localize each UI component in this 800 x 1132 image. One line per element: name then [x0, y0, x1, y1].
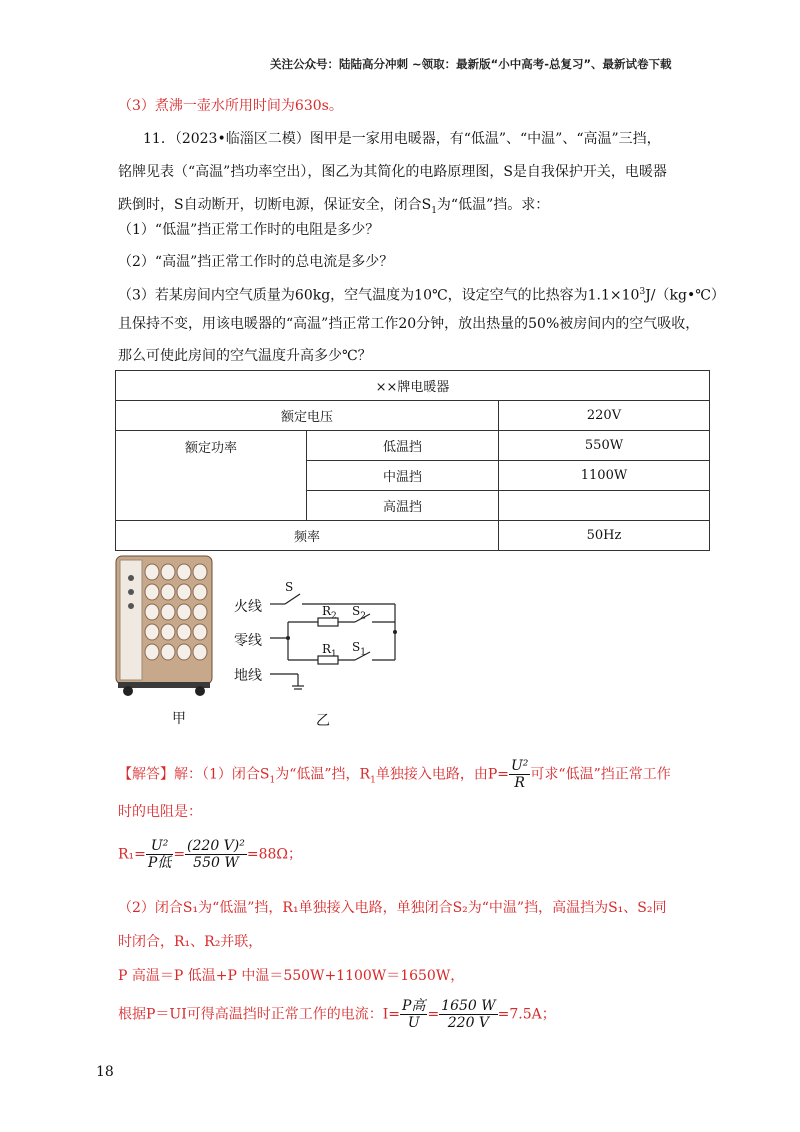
switch-s-label: S [285, 580, 294, 594]
r2-label: $R_2$ [322, 604, 337, 622]
s2-label: $S_2$ [352, 604, 366, 622]
heater-illustration [112, 548, 217, 698]
frequency-label: 频率 [116, 521, 499, 551]
frequency-value: 50Hz [499, 521, 710, 551]
rated-voltage-label: 额定电压 [116, 401, 499, 431]
live-wire-label: 火线 [234, 599, 262, 615]
sub-question-2: （2）“高温”挡正常工作时的总电流是多少？ [118, 254, 394, 270]
low-temp-label: 低温挡 [307, 431, 499, 461]
high-temp-label: 高温挡 [307, 491, 499, 521]
answer-part2-line-2: 时闭合，R₁、R₂并联， [118, 934, 263, 950]
answer-line-2: 时的电阻是： [118, 804, 202, 820]
low-temp-value: 550W [499, 431, 710, 461]
figure-b-caption: 乙 [316, 713, 330, 729]
sub-question-3-line-2: 且保持不变，用该电暖器的“高温”挡正常工作20分钟，放出热量的50%被房间内的空气吸收， [118, 316, 700, 332]
equation-current: 根据P＝UI可得高温挡时正常工作的电流：I= $\frac{\text{P高}}{U}$ = $\frac{1650 W}{220 V}$ =7.5A； [118, 998, 556, 1031]
sub-question-3: （3）若某房间内空气质量为60kg，空气温度为10℃，设定空气的比热容为$1.1\times 10^3J/(kg•℃)$ [118, 287, 725, 304]
answer-part2-line-1: （2）闭合S₁为“低温”挡，R₁单独接入电路，单独闭合S₂为“中温”挡，高温挡为S₁、S₂同 [118, 900, 667, 916]
ground-wire-label: 地线 [234, 668, 262, 684]
rated-power-label: 额定功率 [116, 431, 307, 521]
question-line-1: 11．（2023•临淄区二模）图甲是一家用电暖器，有“低温”、“中温”、“高温”三挡， [143, 131, 661, 147]
question-line-3: 跌倒时，S自动断开，切断电源，保证安全，闭合$S_1$为“低温”挡。求： [118, 197, 550, 216]
nameplate-table [115, 370, 710, 551]
page-number: 18 [96, 1064, 114, 1080]
equation-r1: R₁= $\frac{\text{U²}}{\text{P低}}$ = $\frac{\text{(220 V)²}}{550 W}$ =88Ω； [118, 838, 303, 871]
r1-label: $R_1$ [322, 642, 337, 660]
mid-temp-value: 1100W [499, 461, 710, 491]
high-temp-value [499, 491, 710, 521]
sub-question-1: （1）“低温”挡正常工作时的电阻是多少？ [118, 222, 380, 238]
page-header: 关注公众号：陆陆高分冲刺 ~领取：最新版“小中高考-总复习”、最新试卷下载 [270, 57, 672, 71]
neutral-wire-label: 零线 [234, 633, 262, 649]
previous-answer: （3）煮沸一壶水所用时间为630s。 [118, 98, 343, 114]
figure-a-caption: 甲 [172, 711, 186, 727]
s1-label: $S_1$ [352, 640, 366, 658]
table-title: ××牌电暖器 [116, 371, 710, 401]
answer-line-1: 【解答】解：（1）闭合$S_1$为“低温”挡，$R_1$单独接入电路，由P= $\frac{\text{U²}}{R}$ 可求“低温”挡正常工作 [118, 758, 671, 791]
mid-temp-label: 中温挡 [307, 461, 499, 491]
rated-voltage-value: 220V [499, 401, 710, 431]
sub-question-3-line-3: 那么可使此房间的空气温度升高多少℃？ [118, 348, 372, 364]
answer-power-sum: P 高温＝P 低温+P 中温＝550W+1100W＝1650W， [118, 968, 465, 984]
question-line-2: 铭牌见表（“高温”挡功率空出），图乙为其简化的电路原理图，S是自我保护开关，电暖器 [118, 164, 667, 180]
